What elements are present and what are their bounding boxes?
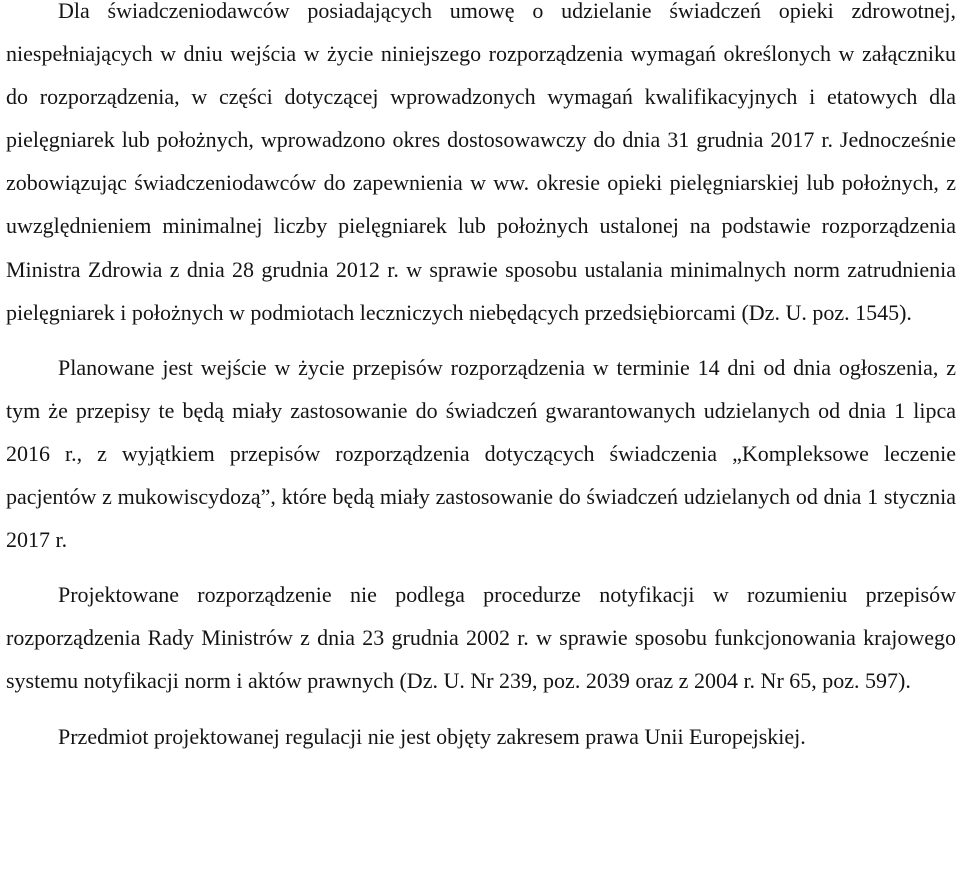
paragraph-notification: Projektowane rozporządzenie nie podlega procedurze notyfikacji w rozumieniu przepisów rozporządzenia Rady Ministrów z dnia 23 grudnia 2002 r. w sprawie sposobu funkcjonowania krajowego systemu notyfikacji norm i aktów prawnych (Dz. U. Nr 239, poz. 2039 oraz z 2004 r. Nr 65, poz. 597). xyxy=(6,582,956,694)
paragraph-eu-law: Przedmiot projektowanej regulacji nie jest objęty zakresem prawa Unii Europejskiej. xyxy=(58,723,806,749)
paragraph-adjustment-period: Dla świadczeniodawców posiadających umowę o udzielanie świadczeń opieki zdrowotnej, niespełniających w dniu wejścia w życie niniejszego rozporządzenia wymagań określonych w załączniku do rozporządzenia, w części dotyczącej wprowadzonych wymagań kwalifikacyjnych i etatowych dla pielęgniarek lub położnych, wprowadzono okres dostosowawczy do dnia 31 grudnia 2017 r. Jednocześnie zobowiązując świadczeniodawców do zapewnienia w ww. okresie opieki pielęgniarskiej lub położnych, z uwzględnieniem minimalnej liczby pielęgniarek lub położnych ustalonej na podstawie rozporządzenia Ministra Zdrowia z dnia 28 grudnia 2012 r. w sprawie sposobu ustalania minimalnych norm zatrudnienia pielęgniarek i położnych w podmiotach leczniczych niebędących przedsiębiorcami (Dz. U. poz. 1545). xyxy=(6,0,956,325)
paragraph-entry-into-force: Planowane jest wejście w życie przepisów rozporządzenia w terminie 14 dni od dnia ogłoszenia, z tym że przepisy te będą miały zastosowanie do świadczeń gwarantowanych udzielanych od dnia 1 lipca 2016 r., z wyjątkiem przepisów rozporządzenia dotyczących świadczenia „Kompleksowe leczenie pacjentów z mukowiscydozą”, które będą miały zastosowanie do świadczeń udzielanych od dnia 1 stycznia 2017 r. xyxy=(6,354,956,553)
